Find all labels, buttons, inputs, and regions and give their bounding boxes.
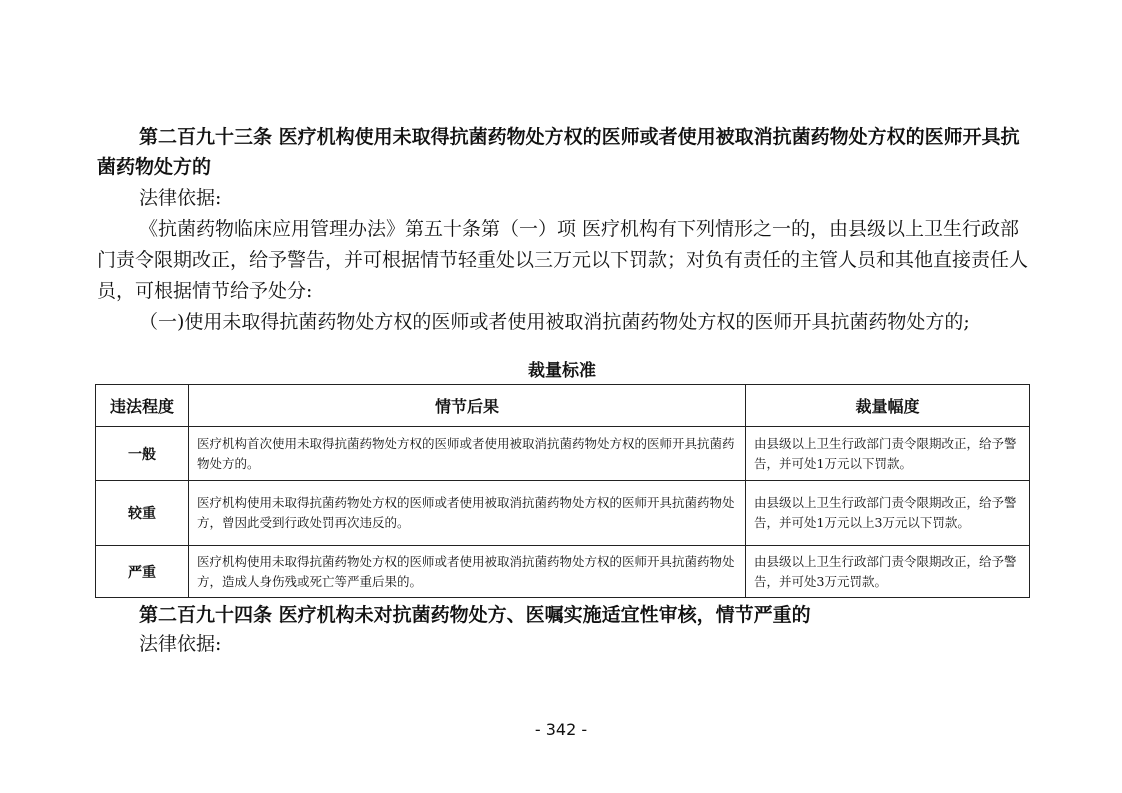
table-row [96,427,1030,481]
violation-level-cell: 较重 [96,481,189,546]
violation-level-cell: 一般 [96,427,189,481]
circumstance-cell: 医疗机构首次使用未取得抗菌药物处方权的医师或者使用被取消抗菌药物处方权的医师开具抗菌药物处方的。 [189,427,746,481]
table-row [96,481,1030,546]
table-title: 裁量标准 [528,361,596,381]
legal-basis-label: 法律依据: [139,187,222,209]
violation-level-cell: 严重 [96,546,189,598]
circumstance-cell: 医疗机构使用未取得抗菌药物处方权的医师或者使用被取消抗菌药物处方权的医师开具抗菌药物处方，造成人身伤残或死亡等严重后果的。 [189,546,746,598]
header-violation-level: 违法程度 [96,385,189,427]
circumstance-cell: 医疗机构使用未取得抗菌药物处方权的医师或者使用被取消抗菌药物处方权的医师开具抗菌药物处方，曾因此受到行政处罚再次违反的。 [189,481,746,546]
penalty-cell: 由县级以上卫生行政部门责令限期改正，给予警告，并可处3万元罚款。 [746,546,1030,598]
penalty-cell: 由县级以上卫生行政部门责令限期改正，给予警告，并可处1万元以上3万元以下罚款。 [746,481,1030,546]
penalty-cell: 由县级以上卫生行政部门责令限期改正，给予警告，并可处1万元以下罚款。 [746,427,1030,481]
legal-item-1: （一)使用未取得抗菌药物处方权的医师或者使用被取消抗菌药物处方权的医师开具抗菌药物处方的; [139,311,970,333]
legal-text: 《抗菌药物临床应用管理办法》第五十条第（一）项 医疗机构有下列情形之一的，由县级以上卫生行政部门责令限期改正，给予警告，并可根据情节轻重处以三万元以下罚款；对负有责任的主管人员和其他直接责任人员，可根据情节给予处分: [97,218,1029,302]
header-circumstances: 情节后果 [189,385,746,427]
page-number: - 342 - [534,720,588,739]
article-293-title: 第二百九十三条 医疗机构使用未取得抗菌药物处方权的医师或者使用被取消抗菌药物处方权的医师开具抗菌药物处方的 [97,126,1020,178]
article-294-title: 第二百九十四条 医疗机构未对抗菌药物处方、医嘱实施适宜性审核，情节严重的 [139,604,811,626]
table-row [96,546,1030,598]
discretion-table [95,384,1030,598]
header-penalty-range: 裁量幅度 [746,385,1030,427]
table-header-row [96,385,1030,427]
legal-basis-label-2: 法律依据: [139,633,222,655]
